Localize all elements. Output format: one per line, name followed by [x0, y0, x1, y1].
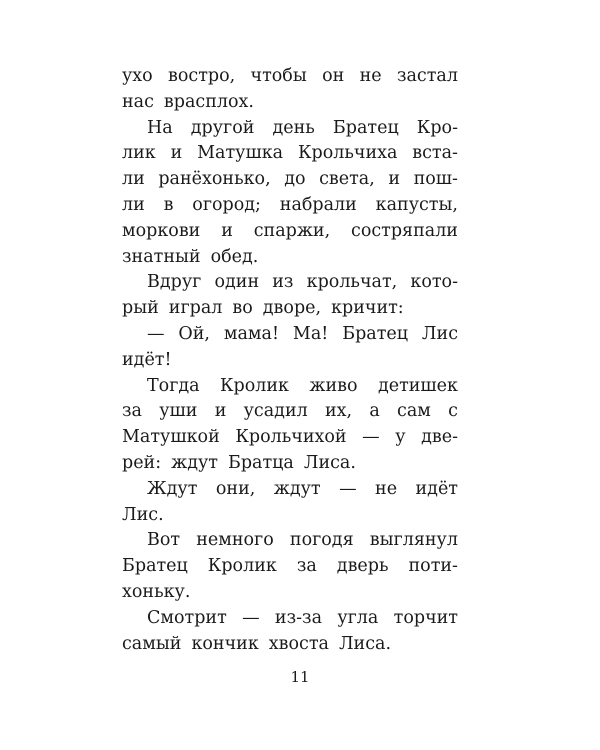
word: уши: [159, 401, 198, 422]
word: две-: [421, 427, 458, 448]
word: Вдруг: [147, 272, 202, 293]
word: состряпали: [351, 220, 458, 241]
word: за: [122, 401, 142, 422]
word: из: [272, 272, 294, 293]
word: кончик: [191, 633, 259, 654]
word: света,: [319, 169, 375, 190]
word: один: [214, 272, 260, 293]
word: поти-: [408, 556, 458, 577]
word: выглянул: [369, 530, 458, 551]
text-line: [122, 451, 458, 477]
word: Братец: [342, 323, 409, 344]
word: застал: [396, 66, 458, 86]
word: играл: [168, 298, 223, 319]
word: капусты,: [375, 194, 458, 215]
word: сам: [397, 401, 431, 422]
word: идёт!: [122, 349, 172, 370]
word: врасплох.: [163, 91, 254, 112]
word: рый: [122, 298, 159, 319]
word: На: [147, 117, 173, 138]
word: самый: [122, 633, 182, 654]
word: знатный: [122, 246, 201, 267]
word: дворе,: [262, 298, 322, 319]
word: Ждут: [147, 478, 198, 499]
word: моркови: [122, 220, 201, 241]
text-line: [122, 348, 458, 374]
text-line: [122, 245, 458, 271]
word: Братец: [332, 117, 399, 138]
word: вста-: [412, 143, 458, 164]
text-line: [122, 632, 458, 658]
word: —: [242, 607, 260, 628]
word: детишек: [377, 375, 458, 396]
text-line: [122, 90, 458, 116]
word: Матушкой: [122, 427, 220, 448]
text-line: [122, 528, 458, 554]
text-line: [122, 374, 458, 400]
text-line: [122, 296, 458, 322]
word: идёт: [415, 478, 458, 499]
book-page-text: [122, 64, 458, 657]
text-line: [122, 193, 458, 219]
word: за: [296, 556, 317, 577]
word: нас: [122, 91, 154, 112]
word: мама!: [223, 323, 280, 344]
word: у: [395, 427, 406, 448]
word: в: [163, 194, 174, 215]
word: он: [322, 66, 345, 86]
word: Кро-: [416, 117, 458, 138]
word: ухо: [122, 66, 153, 86]
word: Вот: [147, 530, 181, 551]
word: и: [388, 169, 400, 190]
word: хвоста: [268, 633, 329, 654]
text-line: [122, 64, 458, 90]
word: Кролик: [207, 556, 277, 577]
word: живо: [309, 375, 358, 396]
word: они,: [215, 478, 256, 499]
word: и: [170, 143, 183, 164]
word: набрали: [279, 194, 357, 215]
word: ли: [122, 194, 145, 215]
word: а: [369, 401, 380, 422]
word: пош-: [413, 169, 458, 190]
word: лик: [122, 143, 156, 164]
word: Матушка: [197, 143, 284, 164]
word: —: [339, 478, 357, 499]
word: ждут: [171, 452, 218, 473]
word: —: [147, 323, 165, 344]
word: Тогда: [147, 375, 200, 396]
text-line: [122, 167, 458, 193]
word: во: [232, 298, 253, 319]
word: ли: [122, 169, 145, 190]
word: Лиса.: [303, 452, 356, 473]
text-line: [122, 606, 458, 632]
word: дверь: [336, 556, 389, 577]
word: Смотрит: [147, 607, 227, 628]
word: Лис.: [122, 504, 164, 525]
word: день: [272, 117, 315, 138]
word: другой: [190, 117, 255, 138]
word: Лис: [421, 323, 458, 344]
word: угла: [337, 607, 379, 628]
text-line: [122, 580, 458, 606]
text-line: [122, 477, 458, 503]
word: с: [448, 401, 458, 422]
word: из-за: [274, 607, 323, 628]
text-line: [122, 141, 458, 167]
word: Кролик: [219, 375, 289, 396]
text-line: [122, 399, 458, 425]
word: ждут: [273, 478, 321, 499]
word: рей:: [122, 452, 162, 473]
word: ранёхонько,: [158, 169, 271, 190]
word: кричит:: [331, 298, 404, 319]
word: их,: [324, 401, 353, 422]
word: Крольчиха: [297, 143, 398, 164]
word: —: [362, 427, 380, 448]
text-line: [122, 219, 458, 245]
word: огород;: [192, 194, 261, 215]
text-line: [122, 116, 458, 142]
word: Ма!: [292, 323, 329, 344]
word: Ой,: [178, 323, 210, 344]
word: чтобы: [250, 66, 307, 86]
text-line: [122, 503, 458, 529]
word: востро,: [168, 66, 236, 86]
text-line: [122, 554, 458, 580]
word: усадил: [243, 401, 308, 422]
word: обед.: [210, 246, 259, 267]
word: до: [284, 169, 306, 190]
text-line: [122, 270, 458, 296]
word: не: [359, 66, 382, 86]
word: Братца: [227, 452, 294, 473]
word: спаржи,: [253, 220, 331, 241]
word: крольчат,: [306, 272, 398, 293]
word: Лиса.: [338, 633, 392, 654]
page-number: 11: [290, 668, 310, 686]
word: хоньку.: [122, 581, 191, 602]
word: торчит: [393, 607, 458, 628]
word: немного: [196, 530, 274, 551]
word: не: [375, 478, 398, 499]
text-line: [122, 322, 458, 348]
text-line: [122, 425, 458, 451]
word: и: [221, 220, 233, 241]
word: кото-: [410, 272, 458, 293]
word: погодя: [289, 530, 354, 551]
word: и: [214, 401, 227, 422]
word: Крольчихой: [235, 427, 347, 448]
word: Братец: [122, 556, 188, 577]
